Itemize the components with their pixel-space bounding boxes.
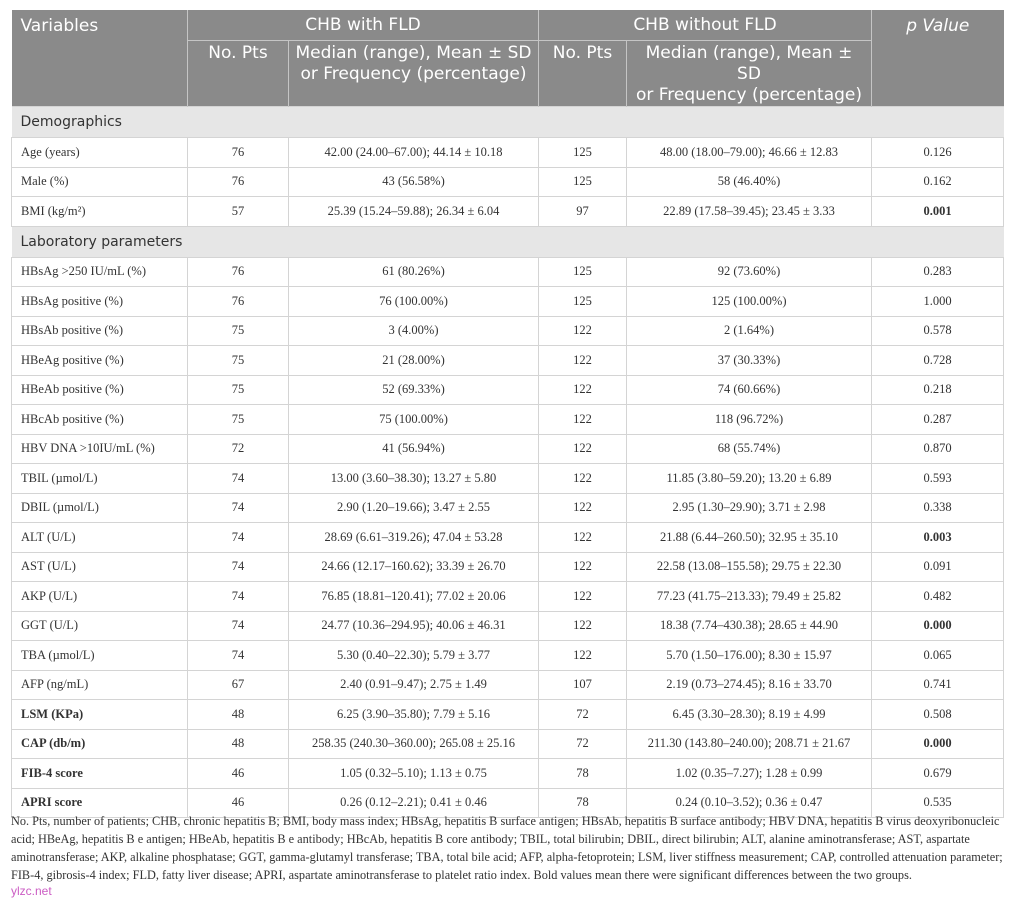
cell-no-pts-nonfld: 78 <box>539 759 627 789</box>
header-median-line2: or Frequency (percentage) <box>300 64 527 84</box>
cell-no-pts-fld: 74 <box>188 493 289 523</box>
table-row <box>12 405 1004 435</box>
header-without-fld: CHB without FLD <box>539 10 872 41</box>
cell-value-fld: 41 (56.94%) <box>289 434 539 464</box>
header-median-line1: Median (range), Mean ± SD <box>295 43 532 63</box>
table-row <box>12 700 1004 730</box>
cell-no-pts-fld: 72 <box>188 434 289 464</box>
table-row <box>12 375 1004 405</box>
cell-variable: TBIL (µmol/L) <box>12 464 188 494</box>
cell-variable: AFP (ng/mL) <box>12 670 188 700</box>
cell-value-fld: 0.26 (0.12–2.21); 0.41 ± 0.46 <box>289 788 539 818</box>
cell-variable: DBIL (µmol/L) <box>12 493 188 523</box>
cell-value-nonfld: 74 (60.66%) <box>627 375 872 405</box>
cell-no-pts-fld: 74 <box>188 523 289 553</box>
cell-p-value: 0.003 <box>872 523 1004 553</box>
header-median-line1: Median (range), Mean ± SD <box>645 43 853 84</box>
data-table <box>11 10 1004 818</box>
section-label: Demographics <box>12 107 1004 138</box>
cell-variable: HBsAg positive (%) <box>12 287 188 317</box>
cell-no-pts-nonfld: 122 <box>539 582 627 612</box>
cell-no-pts-nonfld: 125 <box>539 287 627 317</box>
cell-p-value: 0.283 <box>872 257 1004 287</box>
table-wrapper <box>11 10 1003 818</box>
table-row <box>12 197 1004 227</box>
cell-no-pts-nonfld: 72 <box>539 700 627 730</box>
cell-value-fld: 75 (100.00%) <box>289 405 539 435</box>
table-row <box>12 670 1004 700</box>
cell-value-nonfld: 92 (73.60%) <box>627 257 872 287</box>
cell-value-nonfld: 2.19 (0.73–274.45); 8.16 ± 33.70 <box>627 670 872 700</box>
table-row <box>12 287 1004 317</box>
table-row <box>12 493 1004 523</box>
cell-no-pts-nonfld: 122 <box>539 464 627 494</box>
cell-value-nonfld: 125 (100.00%) <box>627 287 872 317</box>
cell-variable: HBsAg >250 IU/mL (%) <box>12 257 188 287</box>
cell-value-fld: 61 (80.26%) <box>289 257 539 287</box>
cell-variable: Male (%) <box>12 167 188 197</box>
cell-variable: BMI (kg/m²) <box>12 197 188 227</box>
cell-variable: HBeAb positive (%) <box>12 375 188 405</box>
cell-no-pts-fld: 75 <box>188 405 289 435</box>
cell-p-value: 0.218 <box>872 375 1004 405</box>
cell-value-fld: 24.66 (12.17–160.62); 33.39 ± 26.70 <box>289 552 539 582</box>
section-label: Laboratory parameters <box>12 226 1004 257</box>
section-row <box>12 226 1004 257</box>
cell-value-nonfld: 118 (96.72%) <box>627 405 872 435</box>
cell-no-pts-fld: 76 <box>188 287 289 317</box>
cell-no-pts-fld: 74 <box>188 582 289 612</box>
cell-value-fld: 24.77 (10.36–294.95); 40.06 ± 46.31 <box>289 611 539 641</box>
cell-no-pts-fld: 48 <box>188 700 289 730</box>
cell-p-value: 0.741 <box>872 670 1004 700</box>
table-row <box>12 167 1004 197</box>
cell-variable: TBA (µmol/L) <box>12 641 188 671</box>
cell-p-value: 0.870 <box>872 434 1004 464</box>
cell-p-value: 0.578 <box>872 316 1004 346</box>
cell-value-fld: 2.40 (0.91–9.47); 2.75 ± 1.49 <box>289 670 539 700</box>
cell-no-pts-nonfld: 78 <box>539 788 627 818</box>
table-row <box>12 582 1004 612</box>
cell-value-nonfld: 77.23 (41.75–213.33); 79.49 ± 25.82 <box>627 582 872 612</box>
cell-no-pts-fld: 75 <box>188 375 289 405</box>
cell-no-pts-fld: 67 <box>188 670 289 700</box>
cell-no-pts-nonfld: 125 <box>539 257 627 287</box>
cell-p-value: 0.091 <box>872 552 1004 582</box>
table-header <box>12 10 1004 107</box>
cell-no-pts-fld: 74 <box>188 611 289 641</box>
cell-no-pts-nonfld: 122 <box>539 375 627 405</box>
cell-p-value: 0.593 <box>872 464 1004 494</box>
cell-no-pts-nonfld: 122 <box>539 641 627 671</box>
table-row <box>12 316 1004 346</box>
cell-p-value: 1.000 <box>872 287 1004 317</box>
cell-value-fld: 42.00 (24.00–67.00); 44.14 ± 10.18 <box>289 138 539 168</box>
cell-value-nonfld: 2.95 (1.30–29.90); 3.71 ± 2.98 <box>627 493 872 523</box>
cell-value-fld: 21 (28.00%) <box>289 346 539 376</box>
cell-value-fld: 13.00 (3.60–38.30); 13.27 ± 5.80 <box>289 464 539 494</box>
cell-value-nonfld: 68 (55.74%) <box>627 434 872 464</box>
cell-no-pts-nonfld: 122 <box>539 552 627 582</box>
cell-value-nonfld: 5.70 (1.50–176.00); 8.30 ± 15.97 <box>627 641 872 671</box>
header-median-line2: or Frequency (percentage) <box>635 85 863 105</box>
cell-p-value: 0.065 <box>872 641 1004 671</box>
cell-no-pts-nonfld: 122 <box>539 405 627 435</box>
cell-no-pts-fld: 75 <box>188 346 289 376</box>
cell-value-nonfld: 11.85 (3.80–59.20); 13.20 ± 6.89 <box>627 464 872 494</box>
cell-no-pts-fld: 46 <box>188 788 289 818</box>
cell-value-fld: 76.85 (18.81–120.41); 77.02 ± 20.06 <box>289 582 539 612</box>
cell-value-nonfld: 211.30 (143.80–240.00); 208.71 ± 21.67 <box>627 729 872 759</box>
cell-no-pts-nonfld: 125 <box>539 138 627 168</box>
table-body <box>12 107 1004 818</box>
cell-no-pts-nonfld: 122 <box>539 611 627 641</box>
cell-value-fld: 2.90 (1.20–19.66); 3.47 ± 2.55 <box>289 493 539 523</box>
cell-value-fld: 28.69 (6.61–319.26); 47.04 ± 53.28 <box>289 523 539 553</box>
cell-p-value: 0.000 <box>872 611 1004 641</box>
cell-value-nonfld: 48.00 (18.00–79.00); 46.66 ± 12.83 <box>627 138 872 168</box>
cell-variable: AST (U/L) <box>12 552 188 582</box>
table-row <box>12 641 1004 671</box>
header-variables: Variables <box>12 10 188 107</box>
table-row <box>12 523 1004 553</box>
cell-variable: HBeAg positive (%) <box>12 346 188 376</box>
cell-value-fld: 3 (4.00%) <box>289 316 539 346</box>
table-row <box>12 257 1004 287</box>
cell-value-nonfld: 21.88 (6.44–260.50); 32.95 ± 35.10 <box>627 523 872 553</box>
cell-value-nonfld: 0.24 (0.10–3.52); 0.36 ± 0.47 <box>627 788 872 818</box>
cell-no-pts-fld: 48 <box>188 729 289 759</box>
cell-value-fld: 258.35 (240.30–360.00); 265.08 ± 25.16 <box>289 729 539 759</box>
cell-variable: LSM (KPa) <box>12 700 188 730</box>
header-median-1 <box>289 41 539 107</box>
cell-p-value: 0.535 <box>872 788 1004 818</box>
cell-value-nonfld: 58 (46.40%) <box>627 167 872 197</box>
cell-variable: ALT (U/L) <box>12 523 188 553</box>
table-row <box>12 552 1004 582</box>
cell-no-pts-fld: 74 <box>188 641 289 671</box>
cell-p-value: 0.287 <box>872 405 1004 435</box>
cell-p-value: 0.162 <box>872 167 1004 197</box>
cell-p-value: 0.728 <box>872 346 1004 376</box>
cell-no-pts-fld: 46 <box>188 759 289 789</box>
cell-p-value: 0.001 <box>872 197 1004 227</box>
cell-no-pts-fld: 57 <box>188 197 289 227</box>
cell-value-nonfld: 22.58 (13.08–155.58); 29.75 ± 22.30 <box>627 552 872 582</box>
cell-no-pts-nonfld: 107 <box>539 670 627 700</box>
cell-value-fld: 25.39 (15.24–59.88); 26.34 ± 6.04 <box>289 197 539 227</box>
cell-variable: APRI score <box>12 788 188 818</box>
cell-value-nonfld: 1.02 (0.35–7.27); 1.28 ± 0.99 <box>627 759 872 789</box>
cell-variable: Age (years) <box>12 138 188 168</box>
cell-no-pts-nonfld: 72 <box>539 729 627 759</box>
cell-no-pts-nonfld: 122 <box>539 493 627 523</box>
cell-variable: CAP (db/m) <box>12 729 188 759</box>
cell-no-pts-fld: 74 <box>188 464 289 494</box>
header-no-pts-2: No. Pts <box>539 41 627 107</box>
cell-value-nonfld: 2 (1.64%) <box>627 316 872 346</box>
cell-no-pts-nonfld: 122 <box>539 316 627 346</box>
cell-no-pts-fld: 75 <box>188 316 289 346</box>
header-no-pts-1: No. Pts <box>188 41 289 107</box>
cell-value-nonfld: 22.89 (17.58–39.45); 23.45 ± 3.33 <box>627 197 872 227</box>
cell-value-fld: 43 (56.58%) <box>289 167 539 197</box>
table-row <box>12 759 1004 789</box>
cell-p-value: 0.000 <box>872 729 1004 759</box>
cell-no-pts-fld: 76 <box>188 257 289 287</box>
cell-variable: HBsAb positive (%) <box>12 316 188 346</box>
cell-variable: HBcAb positive (%) <box>12 405 188 435</box>
cell-value-nonfld: 37 (30.33%) <box>627 346 872 376</box>
cell-variable: FIB-4 score <box>12 759 188 789</box>
section-row <box>12 107 1004 138</box>
table-row <box>12 611 1004 641</box>
cell-no-pts-fld: 76 <box>188 138 289 168</box>
cell-p-value: 0.338 <box>872 493 1004 523</box>
cell-value-fld: 76 (100.00%) <box>289 287 539 317</box>
cell-value-fld: 52 (69.33%) <box>289 375 539 405</box>
cell-variable: GGT (U/L) <box>12 611 188 641</box>
cell-no-pts-nonfld: 122 <box>539 523 627 553</box>
cell-value-nonfld: 18.38 (7.74–430.38); 28.65 ± 44.90 <box>627 611 872 641</box>
cell-no-pts-fld: 74 <box>188 552 289 582</box>
cell-variable: AKP (U/L) <box>12 582 188 612</box>
cell-variable: HBV DNA >10IU/mL (%) <box>12 434 188 464</box>
header-p-value: p Value <box>872 10 1004 107</box>
cell-value-fld: 5.30 (0.40–22.30); 5.79 ± 3.77 <box>289 641 539 671</box>
table-row <box>12 464 1004 494</box>
cell-value-nonfld: 6.45 (3.30–28.30); 8.19 ± 4.99 <box>627 700 872 730</box>
cell-no-pts-nonfld: 122 <box>539 434 627 464</box>
table-row <box>12 346 1004 376</box>
cell-no-pts-nonfld: 122 <box>539 346 627 376</box>
cell-p-value: 0.126 <box>872 138 1004 168</box>
header-with-fld: CHB with FLD <box>188 10 539 41</box>
watermark: ylzc.net <box>11 884 52 898</box>
cell-value-fld: 6.25 (3.90–35.80); 7.79 ± 5.16 <box>289 700 539 730</box>
header-median-2 <box>627 41 872 107</box>
cell-p-value: 0.508 <box>872 700 1004 730</box>
cell-p-value: 0.679 <box>872 759 1004 789</box>
cell-p-value: 0.482 <box>872 582 1004 612</box>
table-row <box>12 729 1004 759</box>
cell-no-pts-nonfld: 125 <box>539 167 627 197</box>
cell-no-pts-nonfld: 97 <box>539 197 627 227</box>
cell-no-pts-fld: 76 <box>188 167 289 197</box>
cell-value-fld: 1.05 (0.32–5.10); 1.13 ± 0.75 <box>289 759 539 789</box>
table-footnote: No. Pts, number of patients; CHB, chronic hepatitis B; BMI, body mass index; HBsAg, hepatitis B surface antigen; HBsAb, hepatitis B surface antibody; HBV DNA, hepatitis B virus deoxyribonucleic acid; HBeAg, hepatitis B e antigen; HBeAb, hepatitis B e antibody; HBcAb, hepatitis B core antibody; TBIL, total bilirubin; DBIL, direct bilirubin; ALT, alanine aminotransferase; AST, aspartate aminotransferase; AKP, alkaline phosphatase; GGT, gamma-glutamyl transferase; TBA, total bile acid; AFP, alpha-fetoprotein; LSM, liver stiffness measurement; CAP, controlled attenuation parameter; FIB-4, gibrosis-4 index; FLD, fatty liver disease; APRI, aspartate aminotransferase to platelet ratio index. Bold values mean there were significant differences between the two groups. <box>11 814 1003 882</box>
table-row <box>12 434 1004 464</box>
table-row <box>12 138 1004 168</box>
